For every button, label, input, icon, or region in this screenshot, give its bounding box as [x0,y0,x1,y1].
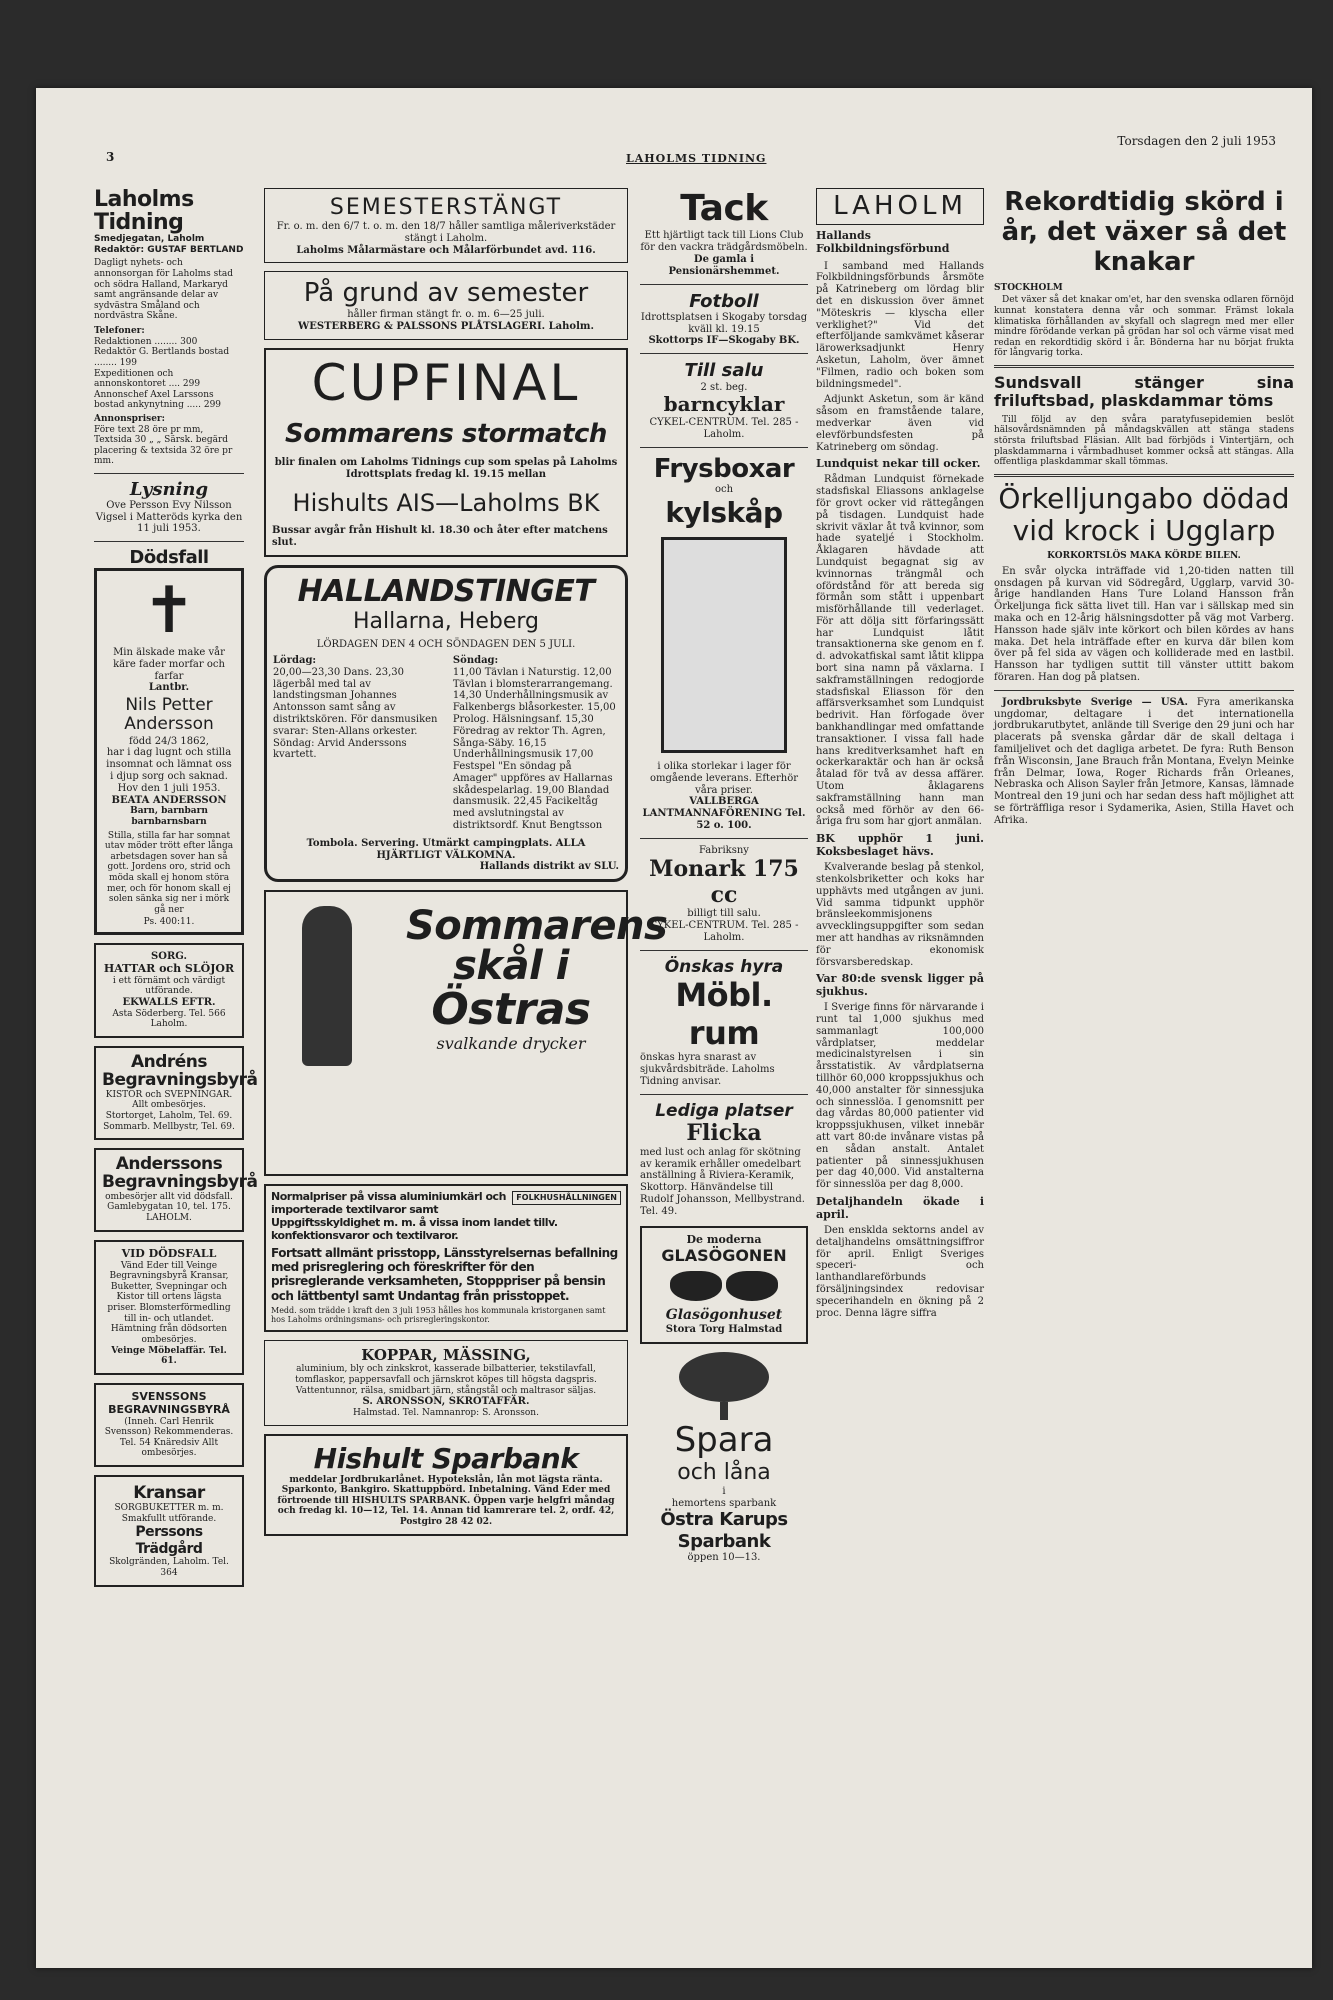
ad-sign: VALLBERGA LANTMANNAFÖRENING Tel. 52 o. 100. [642,796,806,831]
ad-body: i ett förnämt och värdigt utförande. [112,975,226,997]
ad-glasogon [640,1226,808,1344]
ad-title: SVENSSONS BEGRAVNINGSBYRÅ [108,1389,230,1416]
obit-name: Nils Petter Andersson [124,695,214,734]
ad-title: GLASÖGONEN [661,1245,787,1265]
ad-title: Spara [674,1419,774,1460]
lysning-heading: Lysning [129,478,209,500]
ad-body: (Inneh. Carl Henrik Svensson) Rekommenderas. Tel. 54 Knäredsiv Allt ombesörjes. [104,1416,234,1459]
ad-fotboll [640,291,808,348]
paper-name: LAHOLMS TIDNING [626,152,767,165]
ad-tack [640,188,808,278]
section-title: LAHOLM [816,188,984,225]
ad-contact: Asta Söderberg. Tel. 566 Laholm. [112,1008,226,1030]
ad-body: aluminium, bly och zinkskrot, kasserade bilbatterier, tekstilavfall, tomflaskor, pappersavfall och järnskrot köpes till högsta dagspris. Vattentunnor, rälsa, smidbart järn, stångstål och maltrasor säljas. [295,1364,597,1396]
sunday-label: Söndag: [452,654,499,666]
ad-hours: öppen 10—13. [687,1551,761,1563]
ad-title: barncyklar [663,392,785,417]
ad-title: Kransar [133,1483,205,1504]
ad-ostras [264,890,668,1176]
article-head: BK upphör 1 juni. Koksbeslaget hävs. [816,832,984,859]
ad-count: 2 st. beg. [700,381,748,393]
prices-label: Annonspriser: [94,413,165,424]
ad-sorg [94,943,244,1038]
ad-anderssons [94,1148,258,1232]
ad-contact: CYKEL-CENTRUM. Tel. 285 - Laholm. [649,416,799,440]
ad-shop: Glasögonhuset [665,1307,783,1324]
article-head: Jordbruksbyte Sverige — USA. [1002,696,1188,708]
ad-sub: och låna [677,1459,771,1485]
ad-title: HALLANDSTINGET [297,573,595,609]
ad-contact: Veinge Möbelaffär. Tel. 61. [111,1345,227,1367]
ad-veinge [94,1240,244,1375]
column-1 [94,187,258,1938]
article-head: Detaljhandeln ökade i april. [816,1195,984,1221]
paper-about: Dagligt nyhets- och annonsorgan för Laholms stad och södra Halland, Markaryd samt angränsande delar av sydvästra Småland och nordvästra Skåne. [94,258,234,322]
obit-text: har i dag lugnt och stilla insomnat och lämnat oss i djup sorg och saknad. [106,747,232,782]
obit-title: Lantbr. [148,682,190,694]
ad-title: CUPFINAL [311,353,581,412]
ad-head: Önskas hyra [664,956,784,977]
ad-sign: Hallands distrikt av SLU. [479,861,619,873]
ad-sign: Laholms Målarmästare och Målarförbundet avd. 116. [296,244,596,256]
main-headline: Rekordtidig skörd i år, det växer så det knakar [1001,187,1287,277]
column-5 [994,188,1294,1938]
ad-title: Tack [680,188,768,229]
ad-body: Idrottsplatsen i Skogaby torsdag kväll kl. 19.15 [640,311,808,335]
ad-title: HATTAR och SLÖJOR [103,961,235,975]
phone-line: Redaktör G. Bertlands bostad ........ 199 [94,347,230,368]
column-2 [264,188,668,1938]
ad-title: VID DÖDSFALL [121,1246,217,1260]
article-text: Adjunkt Asketun, som är känd såsom en framstående talare, medverkar även vid elevförbundsfesten på Katrineberg om söndag. [816,394,984,453]
ad-place: Hallarna, Heberg [352,609,539,635]
ad-sign: WESTERBERG & PALSSONS PLÅTSLAGERI. Laholm. [298,320,594,332]
obit-intro: Min älskade make vår käre fader morfar och farfar [113,646,225,682]
ad-title: SEMESTERSTÄNGT [329,195,563,220]
ad-spara [640,1352,808,1564]
paper-editor: Redaktör: GUSTAF BERTLAND [94,244,244,255]
ad-flicka [640,1101,808,1218]
ad-title: Fotboll [689,290,759,312]
ad-small: i [722,1485,726,1497]
ad-contact: Stortorget, Laholm, Tel. 69. Sommarb. Mellbystr, Tel. 69. [103,1110,235,1132]
ad-line1: Sommarens [406,903,668,950]
ad-cyklar [640,360,808,440]
newspaper-page [36,88,1312,1968]
article-subhead: KORKORTSLÖS MAKA KÖRDE BILEN. [1047,551,1241,562]
article-text: I Sverige finns för närvarande i runt tal 1,000 sjukhus med sammanlagt 100,000 vårdplatser, meddelar medicinalstyrelsen i sin årsstatistik. Av vårdplatserna tillhör 60,000 kroppssjukhus och 40,000 anstalter för sinnessjuka och sinnesslöa. I genomsnitt per dag vårdas 80,000 patienter vid kroppssjukhusen, vilket innebär att vart 80:de invånare vistas på en sådan anstalt. Antalet patienter på sinnessjukhusen per dag 40,000. Vid anstalterna för sinnesslöa per dag 8,000. [816,1002,984,1191]
ad-small: Medd. som trädde i kraft den 3 juli 1953 hålles hos kommunala kristorganen samt hos Laholms ordningsmans- och prisregleringskontor. [271,1305,606,1325]
ad-title: KOPPAR, MÄSSING, [361,1345,531,1364]
bottle-illustration [302,906,352,1066]
masthead [106,134,1276,168]
ad-factory: Fabriksny [699,844,749,856]
ad-body: Vänd Eder till Veinge Begravningsbyrå Kransar, Buketter, Svepningar och Kistor till ortens lägsta priser. Blomsterförmedling till in- och utlandet. Hämtning från dödsorten ombesörjes. [107,1260,231,1345]
ad-title: Möbl. rum [675,975,773,1052]
article-text: I samband med Hallands Folkbildningsförbunds årsmöte på Katrineberg om lördag blir det en diskussion över ämnet "Möteskris — klyscha eller verklighet?" Vid det efterföljande samkvämet kåserar lärowerksadjunkt Henry Asketun, Laholm, över ämnet "Filmen, radio och boken som bildningsmedel". [816,260,984,390]
ad-body: Fr. o. m. den 6/7 t. o. m. den 18/7 håller samtliga måleriverkstäder stängt i Laholm. [276,220,616,244]
ad-head: SORG. [151,951,187,963]
prices-text: Före text 28 öre pr mm, Textsida 30 „ „ Särsk. begärd placering & textsida 32 öre pr mm. [94,424,233,467]
ad-semesterstangt [264,188,628,263]
dateline: STOCKHOLM [994,282,1063,293]
column-4 [816,188,984,1938]
ad-andrens [94,1046,258,1140]
ad-footer: Tombola. Servering. Utmärkt campingplats. ALLA HJÄRTLIGT VÄLKOMNA. [306,837,586,861]
ad-head: Lediga platser [655,1100,793,1121]
ad-dates: LÖRDAGEN DEN 4 OCH SÖNDAGEN DEN 5 JULI. [316,639,576,651]
ad-body: blir finalen om Laholms Tidnings cup som spelas på Laholms Idrottsplats fredag kl. 19.15 mellan [274,457,618,481]
glasses-illustration [648,1271,800,1301]
article-text: Till följd av den svåra paratyfusepidemien beslöt hälsovårdsnämnden på måndagskvällen att stänga stadens största friluftsbad Fläsian. Allt bad förbjöds i Vintertjärn, och plaskdammarna i vårmbadhuset kommer också att stängas. Alla offentliga plaskdammar skall tömmas. [994,414,1294,468]
ad-hallandstinget [264,565,628,882]
ad-kransar [94,1475,244,1587]
ad-contact: Halmstad. Tel. Namnanrop: S. Aronsson. [353,1407,539,1418]
ad-contact: Stora Torg Halmstad [665,1323,783,1335]
ad-body: SORGBUKETTER m. m. Smakfullt utförande. [114,1503,224,1524]
ad-teams: Hishults AIS—Laholms BK [292,488,600,517]
phone-line: Expeditionen och annonskontoret .... 299 [94,368,201,390]
ad-title: Monark 175 cc [649,855,799,908]
ad-contact: CYKEL-CENTRUM. Tel. 285 - Laholm. [649,920,799,944]
obit-born: född 24/3 1862, [129,735,209,747]
ad-label: hemortens sparbank [671,1497,777,1509]
ad-mobl [640,957,808,1088]
ad-head: De moderna [686,1232,762,1246]
ad-head: Till salu [684,360,764,382]
ad-body: håller firman stängt fr. o. m. 6—25 juli. [347,309,545,321]
article-head: Hallands Folkbildningsförbund [816,228,950,255]
tree-illustration [679,1352,769,1402]
article-text: Rådman Lundquist förnekade stadsfiskal Eliassons anklagelse för grovt ocker vid rättegången på tisdagen. Lundquist hade skrivit växlar åt två kvinnor, som hade syateljé i Stockholm. Åklagaren hävdade att Lundquist begagnat sig av kvinnornas trängmål och ofördstånd för att bereda sig förmån som stått i uppenbart misförhållande till vederlaget. För att dölja sitt förfaringssätt har Lundquist låtit transaktionerna ske genom en f. d. advokatfiskal samt låtit klippa bort sina namn på växlarna. I sakframställningen redogjorde stadsfiskal Eliasson för den affärsverksamhet som Lundquist bedrivit. Han förfogade över bankhandlingar med omfattande transaktioner. I vissa fall hade hans kreditverksamhet haft en ockerkaraktär och han är också åtalad för två av dessa affärer. Utom åklagarens sakframställning hann man också med förhör av den 66-åriga fru som har gjort anmälan. [816,474,984,828]
ad-monark [640,845,808,944]
ad-title: Flicka [686,1119,762,1146]
ad-body: meddelar Jordbrukarlånet. Hypotekslån, lån mot lägsta ränta. Sparkonto, Bankgiro. Skattuppbörd. Inbetalning. Vänd Eder med förtroende till HISHULTS SPARBANK. Öppen varje helgfri måndag och fredag kl. 10—12, Tel. 14. Annan tid kamrerare tel. 2, ordf. 42, Postgiro 28 42 02. [277,1474,615,1528]
ad-cupfinal [264,348,628,557]
ad-sub: Fortsatt allmänt prisstopp, Länsstyrelsernas befallning med prisreglering och föreskrifter för den prisreglerande verksamheten, Stopppriser på bensin och lättbentyl samt Undantag från prisstoppet. [271,1246,618,1303]
ad-match: Skottorps IF—Skogaby BK. [648,335,800,347]
ad-contact: Skolgränden, Laholm. Tel. 364 [109,1557,229,1578]
obituary [94,568,244,935]
obit-family: Barn, barnbarn barnbarnsbarn [130,806,208,827]
ad-title: Anderssons Begravningsbyrå [102,1154,258,1192]
obit-verse: Stilla, stilla far har somnat utav möder trött efter långa arbetsdagen sover han så gott. Jordens oro, strid och möda skall ej honom störa mer, och för honom skall ej solen sänka sig ner i mörk gå ner [104,830,234,915]
ad-badge: FOLKHUSHÅLLNINGEN [512,1191,621,1204]
ad-name: Perssons Trädgård [135,1524,203,1557]
ad-bank: Östra Karups Sparbank [660,1509,788,1552]
ad-body: med lust och anlag för skötning av keramik erhåller omedelbart anställning å Riviera-Keramik, Skottorp. Hänvändelse till Rudolf Johansson, Mellbystrand. Tel. 49. [640,1146,805,1217]
ad-body: ombesörjer allt vid dödsfall. [105,1191,233,1202]
ad-contact: Gamlebygatan 10, tel. 175. LAHOLM. [107,1202,231,1224]
saturday-program: 20,00—23,30 Dans. 23,30 lägerbål med tal av landstingsman Johannes Antonsson samt sång av distriktskören. För dansmusiken svarar: Sten-Allans orkester. Söndag: Arvid Anderssons kvartett. [273,666,438,761]
ad-title2: kylskåp [665,495,783,529]
obit-place: Hov den 1 juli 1953. [117,782,221,794]
dodsfall-heading: Dödsfall [129,547,209,569]
paper-address: Smedjegatan, Laholm [94,234,205,245]
ad-mid: och [714,484,734,496]
ad-name: EKWALLS EFTR. [122,997,216,1008]
ad-line3: Östras [431,984,591,1036]
lysning-text: Ove Persson Evy Nilsson Vigsel i Matteröds kyrka den 11 juli 1953. [95,499,243,535]
ad-title: Frysboxar [653,453,795,484]
phone-line: Redaktionen ........ 300 [94,336,198,347]
ad-subtitle: Sommarens stormatch [285,418,607,449]
ad-frysboxar [640,454,808,832]
program [273,655,619,832]
ad-semester [264,271,628,339]
ad-body: billigt till salu. [687,908,761,920]
ad-body: Ett hjärtligt tack till Lions Club för den vackra trädgårdsmöbeln. [640,230,808,254]
ad-line4: svalkande drycker [436,1033,586,1053]
article-text: Den ensklda sektorns andel av detaljhandelns omsättningsiffror för april. Enligt Sveriges speceri- och lanthandlareförbunds försäljningsindex redovisar specerihandeln en ökning på 2 proc. Denna lägre siffra [816,1224,984,1319]
sunday-program: 11,00 Tävlan i Naturstig. 12,00 Tävlan i blomsterarrangemang. 14,30 Underhållningsmusik av Falkenbergs blåsorkester. 15,00 Prolog. Hälsningsanf. 15,30 Föredrag av rektor Th. Agren, Sånga-Säby. 16,15 Underhållningsmusik 17,00 Festspel "En söndag på Amager" uppföres av Hallarnas skådespelarlag. 19,00 Blandad dansmusik. 22,45 Facikeltåg med avslutningstal av distriktsordf. Knut Bengtsson [452,666,616,832]
article-headline: Sundsvall stänger sina friluftsbad, plaskdammar töms [994,372,1294,411]
column-3 [640,188,808,1938]
paper-title: Laholms Tidning [94,187,194,236]
ad-title: På grund av semester [303,278,589,309]
ad-body: KISTOR och SVEPNINGAR. Allt ombesörjes. [105,1089,233,1111]
ad-body: i olika storlekar i lager för omgående leverans. Efterhör våra priser. [649,761,799,796]
ad-bus: Bussar avgår från Hishult kl. 18.30 och åter efter matchens slut. [272,525,608,548]
page-number: 3 [106,150,115,164]
phone-line: Annonschef Axel Larssons bostad ankynytning ..... 299 [94,389,222,411]
article-text: Kvalverande beslag på stenkol, stenkolsbriketter och koks har upphävts med utgången av juni. Vid samma tidpunkt upphör bränsleekommisjonens avvecklingsuppgifter som sedan mer att handhas av riksnämnden för ekonomisk försvarsberedskap. [816,862,984,968]
article-headline: Örkelljungabo dödad vid krock i Ugglarp [998,481,1290,547]
ad-title: Hishult Sparbank [313,1441,579,1475]
issue-date: Torsdagen den 2 juli 1953 [1117,134,1276,148]
article-text [994,697,1294,827]
fridge-illustration [661,537,787,753]
article-head: Lundquist nekar till ocker. [816,457,981,471]
article-text: En svår olycka inträffade vid 1,20-tiden natten till onsdagen på kurvan vid Södregård, Ugglarp, varvid 30-årige handlanden Hans Ture Loland Hansson från Örkeljunga fick sätta livet till. Han var i sällskap med sin maka och en 12-årig hälsningsdotter på väg mot Varberg. Hansson hade själv inte körkort och bilen kördes av hans maka. Det hela inträffade efter en kurva där bilen kom över på fel sida av vägen och kolliderade med en lastbil. Hansson har tydligen suttit till vänster uttitt bakom föraren. Han dog på platsen. [994,565,1294,683]
ad-body: önskas hyra snarast av sjukvårdsbiträde. Laholms Tidning anvisar. [640,1052,775,1088]
cross-icon: ✝ [142,573,196,648]
ad-sparbank [264,1434,628,1536]
ad-sign: De gamla i Pensionärshemmet. [668,254,780,277]
article-text-body: Fyra amerikanska ungdomar, deltagare i det internationella jordbrukarutbytet, anlände till Sverige den 29 juni och har placerats på svenska gårdar där de skall deltaga i familjelivet och det dagliga arbetet. De fyra: Ruth Benson från Wisconsin, Jane Brauch från Montana, Evelyn Meinke från Delmar, Iowa, Roger Richards från Orleanes, Nebraska och Alison Sayler från Jetmore, Kansas, lämnade Montreal den 19 juni och har sedan dess haft möjlighet att se förträffliga resor i Sydamerika, Asien, Stilla Havet och Afrika. [994,696,1294,826]
ad-koppar [264,1340,628,1426]
ad-line2: skål i [453,943,569,990]
ad-sign: S. ARONSSON, SKROTAFFÄR. [362,1396,530,1408]
obit-psalm: Ps. 400:11. [143,917,195,928]
article-head: Var 80:de svensk ligger på sjukhus. [816,972,984,999]
ad-svenssons [94,1383,244,1467]
article-text: Det växer så det knakar om'et, har den svenska odlaren förnöjd kunnat konstatera denna vår och sommar. Främst lokala klimatiska förhållanden av skyfall och slagregn med mer eller mindre förödande verkan på grödan har sol och värme visat med redan en rekordtidig skörd i år. Bönderna har nu börjat frukta för långvarig torka. [994,295,1294,359]
saturday-label: Lördag: [273,654,317,666]
phones-label: Telefoner: [94,326,145,337]
obit-widow: BEATA ANDERSSON [111,794,227,806]
ad-title: Andréns Begravningsbyrå [102,1052,258,1090]
ad-head: Normalpriser på vissa aluminiumkärl och importerade textilvaror samt Uppgiftsskyldighet m. m. å vissa inom landet tillv. konfektionsvaror och textilvaror. [271,1190,558,1243]
ad-textil [264,1184,628,1331]
